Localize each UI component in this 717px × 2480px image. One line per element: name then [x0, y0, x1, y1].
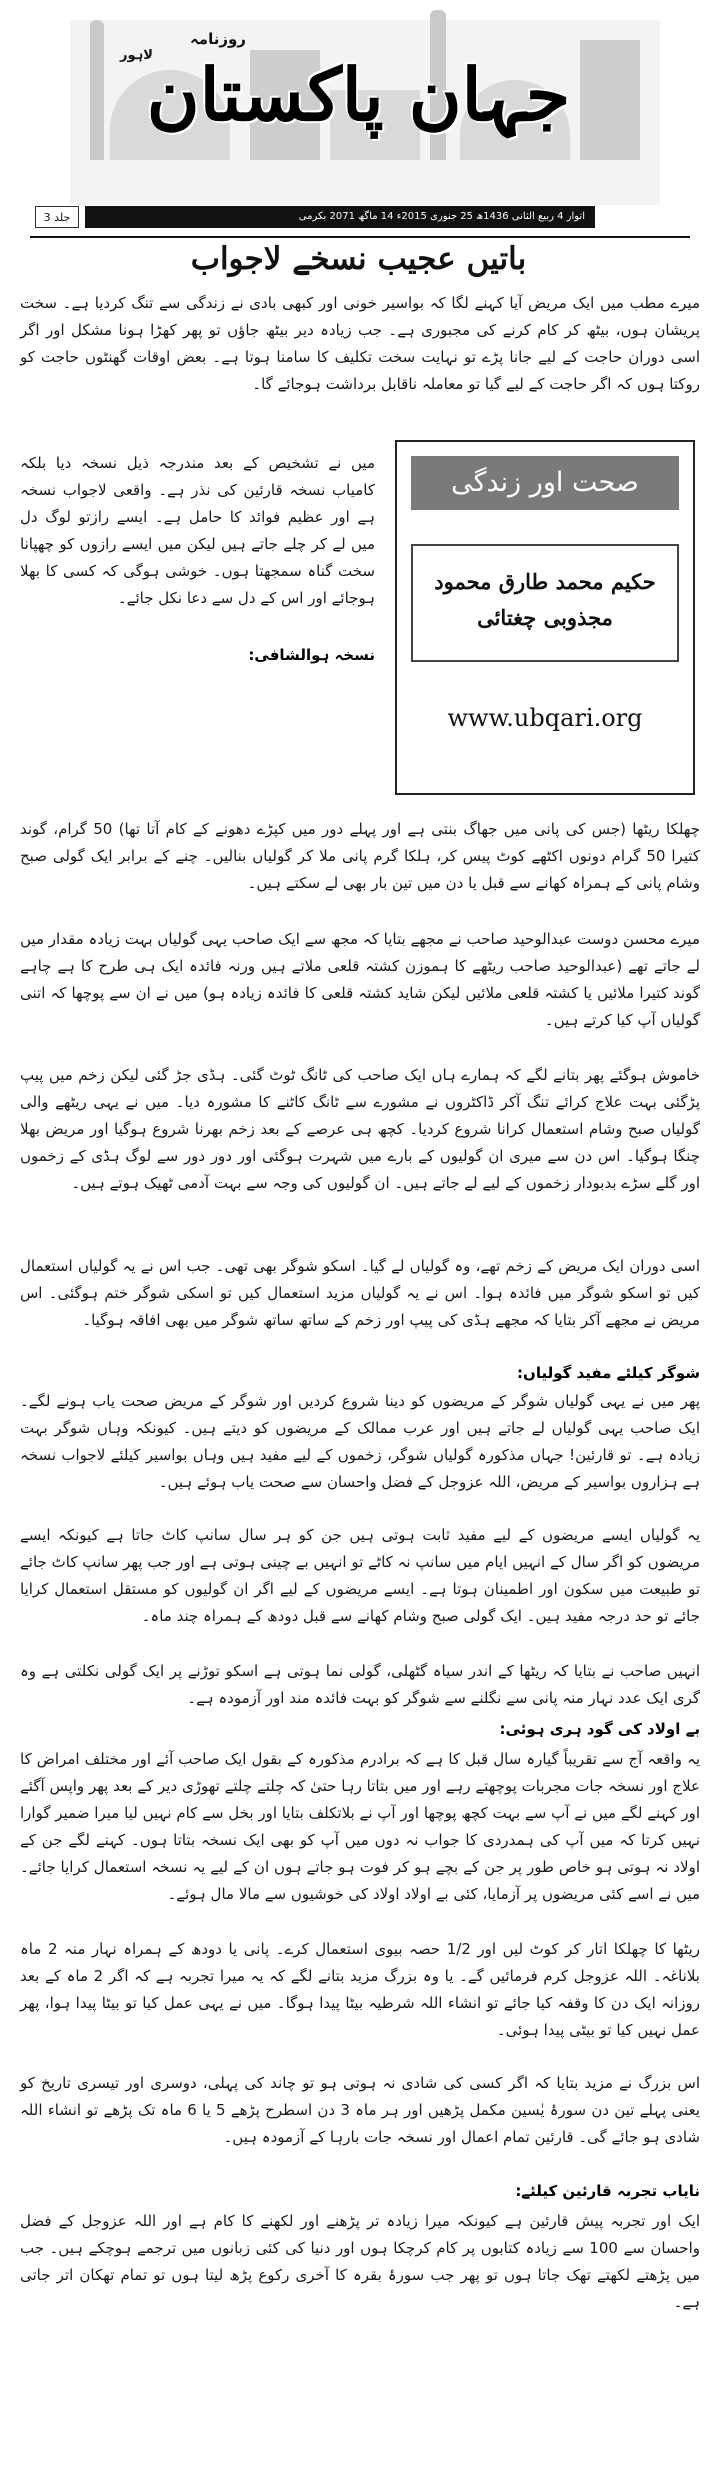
paragraph-recipe: چھلکا ریٹھا (جس کی پانی میں جھاگ بنتی ہے اور پہلے دور میں کپڑے دھونے کے کام آتا تھا) 50 گرام، گوند کتیرا 50 گرام دونوں اکٹھے کوٹ پیس کر، ہلکا گرم پانی ملا کر گولیاں بنالیں۔ چنے کے برابر ایک گولی صبح وشام پانی کے ہمراہ کھانے سے قبل یا دن میں تین بار بھی لے سکتے ہیں۔: [20, 820, 701, 892]
subheading-diabetes: شوگر کیلئے مفید گولیاں:: [517, 1364, 700, 1382]
paragraph-fatigue: ایک اور تجربہ پیش قارئین ہے کیونکہ میرا زیادہ تر پڑھنے اور لکھنے کا کام ہے اور اللہ عزوجل کے فضل واحسان سے 100 سے زیادہ کتابوں پر کام کرچکا ہوں اور دنیا کی کئی زبانوں میں ترجمے ہوچکے ہیں۔ جب میں پڑھتے لکھتے تھک جاتا ہوں تو پھر جب سورۂ بقرہ کا آخری رکوع پڑھ لیتا ہوں تو تمام تھکان اتر جاتی ہے۔: [20, 2212, 700, 2311]
subheading-rare-experience: نایاب تجربہ قارئین کیلئے:: [515, 2182, 700, 2200]
column-title: صحت اور زندگی: [411, 456, 679, 510]
column-author: حکیم محمد طارق محمود مجذوبی چغتائی: [411, 544, 679, 662]
paragraph-prescription-intro: میں نے تشخیص کے بعد مندرجہ ذیل نسخہ دیا بلکہ کامیاب نسخہ قارئین کی نذر ہے۔ واقعی لاجواب نسخہ ہے اور عظیم فوائد کا حامل ہے۔ ایسے رازتو لوگ دل میں لے کر چلے جاتے ہیں لیکن میں ایسے رازوں کو چھپانا سخت گناہ سمجھتا ہوں۔ خوشی ہوگی کہ کسی کا بھلا ہوجائے اور اس کے دل سے دعا نکل جائے۔: [20, 454, 375, 607]
paragraph-snakebite: یہ گولیاں ایسے مریضوں کے لیے مفید ثابت ہوتی ہیں جن کو ہر سال سانپ کاٹ جاتا ہے کیونکہ ایسے مریضوں کو اگر سال کے انہیں ایام میں سانپ نہ کاٹے تو انہیں بے چینی ہوتی ہے اور جب پھر سانپ کاٹ جائے تو طبیعت میں سکون اور اطمینان ہوتا ہے۔ ایسے مریضوں کے لیے اگر ان گولیوں کو مستقل استعمال کرایا جائے تو حد درجہ مفید ہیں۔ ایک گولی صبح وشام کھانے سے قبل دودھ کے ہمراہ چند ماہ۔: [20, 1526, 700, 1625]
masthead-city: لاہور: [120, 48, 153, 63]
paragraph-diabetes: پھر میں نے یہی گولیاں شوگر کے مریضوں کو دینا شروع کردیں اور شوگر کے مریض صحت یاب ہونے لگے۔ ایک صاحب یہی گولیاں لے جاتے ہیں اور عرب ممالک کے مریضوں کو دیتے ہیں۔ کیونکہ وہاں شوگر بہت زیادہ ہے۔ تو قارئین! جہاں مذکورہ گولیاں شوگر، زخموں کے لیے مفید ہیں وہاں بواسیر کیلئے لاجواب نسخہ ہے ہزاروں بواسیر کے مریض، اللہ عزوجل کے فضل واحسان سے صحت یاب ہوئے ہیں۔: [20, 1392, 700, 1491]
paragraph-elder-story: یہ واقعہ آج سے تقریباً گیارہ سال قبل کا ہے کہ برادرم مذکورہ کے بقول ایک صاحب آئے اور مختلف امراض کا علاج اور نسخہ جات مجربات پوچھتے رہے اور میں بتاتا رہا حتیٰ کہ چلتے چلتے تھوڑی دیر کے بعد پھر واپس آگئے اور کہنے لگے میں نے آپ سے بہت کچھ پوچھا اور آپ نے بلاتکلف بتایا اور بخل سے کام نہیں لیا میرا ضمیر گوارا نہیں کرتا کہ میں آپ کی ہمدردی کا جواب نہ دوں میں آپ کو بھی ایک نسخہ بتاتا ہوں۔ کہنے لگے جن کے اولاد نہ ہوتی ہو خاص طور پر جن کے بچے ہو کر فوت ہو جاتے ہوں ان کے لیے یہ نسخہ استعمال کرایا جائے۔ میں نے اسے کئی مریضوں پر آزمایا، کئی بے اولاد اولاد کی خوشیوں سے مالا مال ہوئے۔: [20, 1750, 700, 1903]
subheading-childless: بے اولاد کی گود ہری ہوئی:: [499, 1720, 700, 1738]
paragraph-friend-story: میرے محسن دوست عبدالوحید صاحب نے مجھے بتایا کہ مجھ سے ایک صاحب یہی گولیاں بہت زیادہ مقدار میں لے جاتے تھے (عبدالوحید صاحب ریٹھے کا ہموزن کشتہ قلعی ملاتے ہیں ورنہ فائدہ ایک ہی طرح کا ہے چاہے گوند کتیرا ملائیں یا کشتہ قلعی ملائیں لیکن شاید کشتہ قلعی کا فائدہ زیادہ ہو) میں نے ان سے پوچھا کہ اتنی گولیاں آپ کیا کرتے ہیں۔: [20, 930, 700, 1029]
paragraph-leg-wound: خاموش ہوگئے پھر بتانے لگے کہ ہمارے ہاں ایک صاحب کی ٹانگ ٹوٹ گئی۔ ہڈی جڑ گئی لیکن زخم میں پیپ پڑگئی بہت علاج کرائے تنگ آکر ڈاکٹروں نے مشورے سے ٹانگ کاٹنے کا مشورہ دیا۔ میں نے یہی ریٹھے والی گولیاں صبح وشام استعمال کرانا شروع کردیا۔ کچھ ہی عرصے کے بعد زخم بھرنا شروع ہوگیا اور مریض بھلا چنگا ہوگیا۔ اس دن سے میری ان گولیوں کے بارے میں شہرت ہوگئی اور دور دور سے لوگ ہڈی کے زخموں اور گلے سڑے بدبودار زخموں کے لیے لے جاتے ہیں۔ ان گولیوں کی وجہ سے بہت آدمی ٹھیک ہوتے ہیں۔: [20, 1066, 700, 1192]
volume-number: جلد 3: [35, 206, 79, 228]
masthead-title: جہان پاکستان: [146, 52, 571, 137]
paragraph-sugar-patient: اسی دوران ایک مریض کے زخم تھے، وہ گولیاں لے گیا۔ اسکو شوگر بھی تھی۔ جب اس نے یہ گولیاں استعمال کیں تو اسکو شوگر میں فائدہ ہوا۔ اس نے یہ گولیاں مزید استعمال کیں تو اسکی شوگر ختم ہوگئی۔ اس مریض نے مجھے آکر بتایا کہ مجھے ہڈی کی پیپ اور زخم کے ساتھ ساتھ شوگر میں بھی افاقہ ہوگیا۔: [20, 1257, 700, 1329]
paragraph-intro: میرے مطب میں ایک مریض آیا کہنے لگا کہ بواسیر خونی اور کبھی بادی نے زندگی سے تنگ کردیا ہے۔ سخت پریشان ہوں، بیٹھ کر کام کرنے کی مجبوری ہے۔ جب زیادہ دیر بیٹھ جاؤں تو پھر کھڑا ہونا مشکل اور اگر اسی دوران حاجت کے لیے جانا پڑے تو نہایت سخت تکلیف کا سامنا ہوتا ہے۔ بعض اوقات گھنٹوں حاجت کو روکتا ہوں کہ اگر حاجت کے لیے گیا تو معاملہ ناقابل برداشت ہوجائے گا۔: [20, 294, 700, 393]
masthead: [0, 0, 717, 250]
paragraph-seed: انہیں صاحب نے بتایا کہ ریٹھا کے اندر سیاہ گٹھلی، گولی نما ہوتی ہے اسکو توڑنے پر ایک گولی نکلتی ہے وہ گری ایک عدد نہار منہ پانی سے نگلنے سے شوگر کو بہت فائدہ مند اور آزمودہ ہے۔: [20, 1662, 700, 1707]
website-url: www.ubqari.org: [447, 704, 643, 732]
masthead-kicker: روزنامہ: [190, 30, 246, 48]
subheading-remedy: نسخہ ہوالشافی:: [248, 646, 375, 664]
paragraph-dosage: ریٹھا کا چھلکا اتار کر کوٹ لیں اور 1/2 حصہ بیوی استعمال کرے۔ پانی یا دودھ کے ہمراہ نہار منہ 2 ماہ بلاناغہ۔ اللہ عزوجل کرم فرمائیں گے۔ یا وہ بزرگ مزید بتانے لگے کہ یہ میرا تجربہ ہے کہ اگر 2 ماہ کے بعد روزانہ ایک دن کا وقفہ کیا جائے تو انشاء اللہ شرطیہ بیٹا پیدا ہوگا۔ میں نے یہی عمل کیا تو بیٹا پیدا ہوا، پھر عمل نہیں کیا تو بیٹی پیدا ہوئی۔: [20, 1940, 701, 2039]
paragraph-marriage: اس بزرگ نے مزید بتایا کہ اگر کسی کی شادی نہ ہوتی ہو تو چاند کی پہلی، دوسری اور تیسری تاریخ کو یعنی پہلے تین دن سورۂ یٰسین مکمل پڑھیں اور ہر ماہ 3 دن اسطرح پڑھے 5 یا 6 ماہ تک پڑھے تو انشاء اللہ شادی ہو جائے گی۔ قارئین تمام اعمال اور نسخہ جات بارہا کے آزمودہ ہیں۔: [20, 2074, 700, 2146]
article-headline: باتیں عجیب نسخے لاجواب: [190, 241, 527, 277]
health-column-box: [395, 440, 695, 795]
dateline: اتوار 4 ربیع الثانی 1436ھ 25 جنوری 2015ء 14 ماگھ 2071 بکرمی: [85, 206, 595, 228]
